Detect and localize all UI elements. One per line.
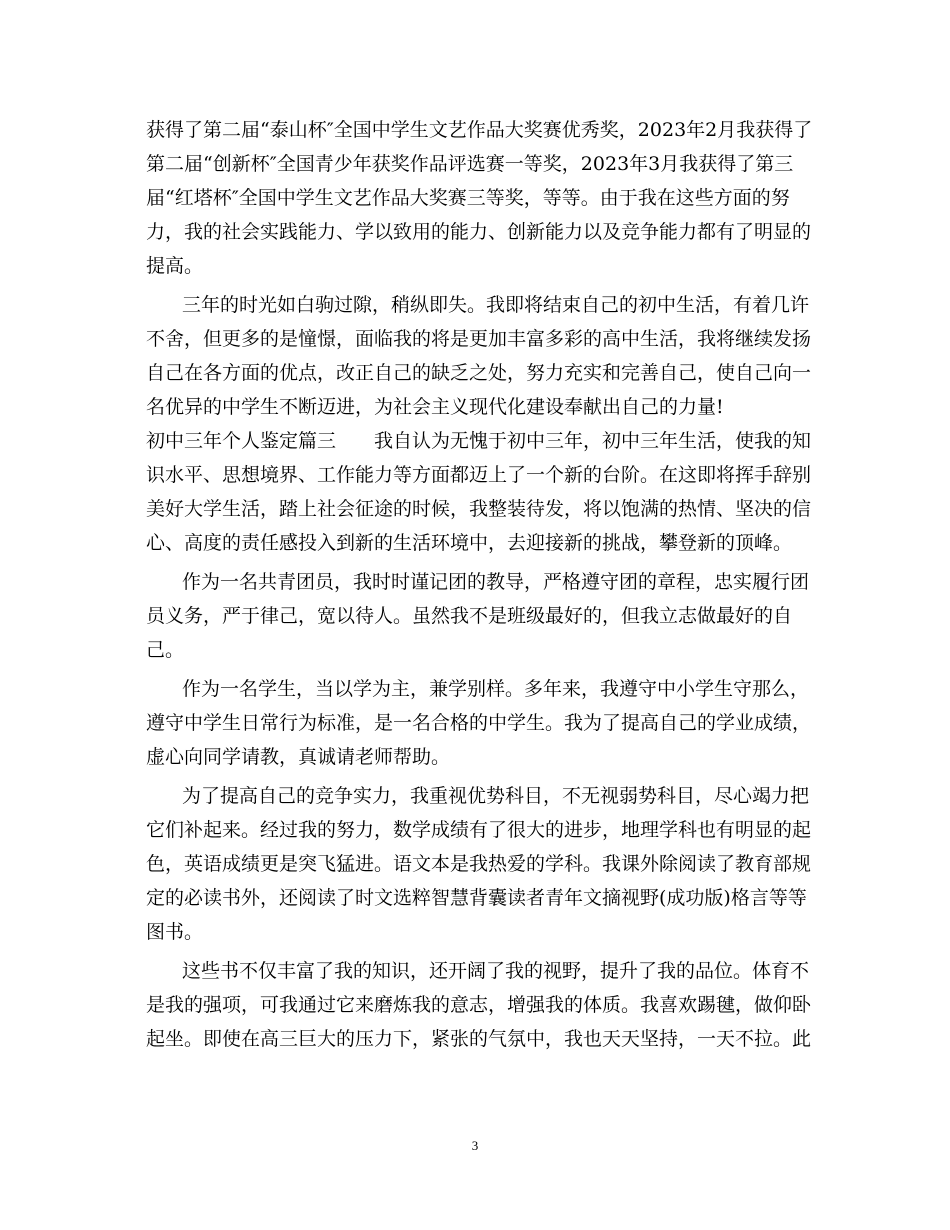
text-line: 第二届“创新杯″全国青少年获奖作品评选赛一等奖，2023年3月我获得了第三 (146, 153, 794, 175)
text-line: 识水平、思想境界、工作能力等方面都迈上了一个新的台阶。在这即将挥手辞别 (146, 464, 812, 486)
text-line: 员义务，严于律己，宽以待人。虽然我不是班级最好的，但我立志做最好的自 (146, 605, 793, 627)
body-text (146, 113, 814, 1056)
text-line: 虚心向同学请教，真诚请老师帮助。 (146, 746, 451, 768)
text-line: 起坐。即使在高三巨大的压力下，紧张的气氛中，我也天天坚持，一天不拉。此 (146, 1028, 812, 1050)
text-line: 它们补起来。经过我的努力，数学成绩有了很大的进步，地理学科也有明显的起 (146, 819, 812, 841)
page-number: 3 (471, 1138, 479, 1153)
text-line: 遵守中学生日常行为标准，是一名合格的中学生。我为了提高自己的学业成绩， (146, 712, 812, 734)
text-line: 这些书不仅丰富了我的知识，还开阔了我的视野，提升了我的品位。体育不 (182, 960, 810, 982)
text-line: 定的必读书外，还阅读了时文选粹智慧背囊读者青年文摘视野(成功版)格言等等 (146, 887, 807, 909)
section-heading-line: 初中三年个人鉴定篇三 我自认为无愧于初中三年，初中三年生活，使我的知 (146, 430, 812, 452)
text-line: 色，英语成绩更是突飞猛进。语文本是我热爱的学科。我课外除阅读了教育部规 (146, 853, 812, 875)
text-line: 己。 (146, 639, 185, 661)
text-line: 提高。 (146, 255, 204, 277)
text-line: 自己在各方面的优点，改正自己的缺乏之处，努力充实和完善自己，使自己向一 (146, 362, 812, 384)
text-line: 三年的时光如白驹过隙，稍纵即失。我即将结束自己的初中生活，有着几许 (182, 294, 810, 316)
text-line: 图书。 (146, 921, 204, 943)
text-line: 获得了第二届“泰山杯″全国中学生文艺作品大奖赛优秀奖，2023年2月我获得了 (146, 119, 813, 141)
text-line: 不舍，但更多的是憧憬，面临我的将是更加丰富多彩的高中生活，我将继续发扬 (146, 328, 812, 350)
text-line: 力，我的社会实践能力、学以致用的能力、创新能力以及竞争能力都有了明显的 (146, 221, 812, 243)
text-line: 作为一名共青团员，我时时谨记团的教导，严格遵守团的章程，忠实履行团 (182, 571, 810, 593)
text-line: 名优异的中学生不断迈进，为社会主义现代化建设奉献出自己的力量! (146, 396, 724, 418)
text-line: 美好大学生活，踏上社会征途的时候，我整装待发，将以饱满的热情、坚决的信 (146, 498, 812, 520)
text-line: 届“红塔杯″全国中学生文艺作品大奖赛三等奖，等等。由于我在这些方面的努 (146, 187, 790, 209)
text-line: 为了提高自己的竞争实力，我重视优势科目，不无视弱势科目，尽心竭力把 (182, 785, 810, 807)
text-line: 心、高度的责任感投入到新的生活环境中，去迎接新的挑战，攀登新的顶峰。 (146, 532, 793, 554)
text-line: 是我的强项，可我通过它来磨炼我的意志，增强我的体质。我喜欢踢毽，做仰卧 (146, 994, 812, 1016)
text-line: 作为一名学生，当以学为主，兼学别样。多年来，我遵守中小学生守那么， (182, 678, 810, 700)
